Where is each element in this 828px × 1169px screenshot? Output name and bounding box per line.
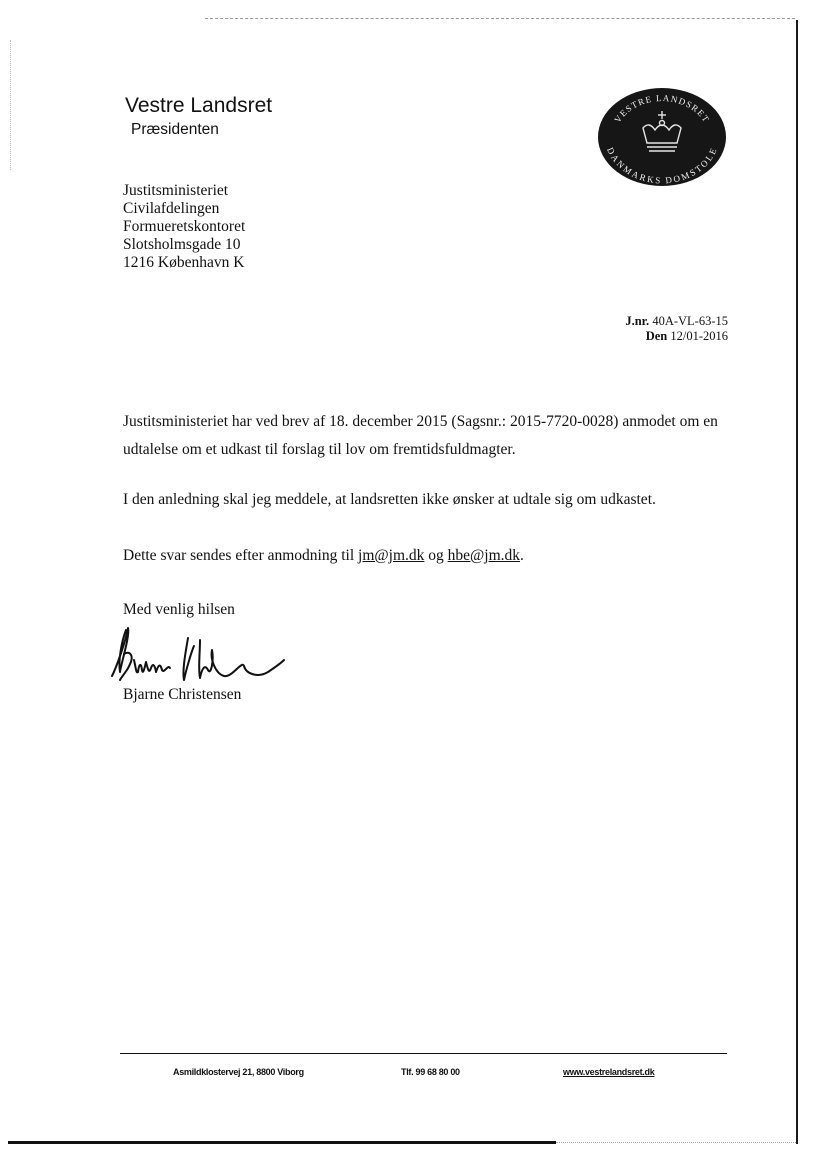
- closing-greeting: Med venlig hilsen: [123, 601, 235, 618]
- email-link-jm[interactable]: jm@jm.dk: [358, 547, 425, 564]
- scan-edge-bottom: [8, 1141, 556, 1144]
- email-link-hbe[interactable]: hbe@jm.dk: [447, 547, 521, 564]
- body-paragraph-3: [123, 547, 524, 565]
- address-line: Justitsministeriet: [123, 182, 229, 199]
- scan-edge-left: [10, 40, 11, 170]
- paragraph-3-middle: og: [424, 547, 448, 564]
- footer-phone: Tlf. 99 68 80 00: [401, 1067, 460, 1077]
- letter-date-value: 12/01-2016: [670, 329, 728, 343]
- footer-address: Asmildklostervej 21, 8800 Viborg: [173, 1067, 304, 1077]
- journal-number: [625, 314, 728, 329]
- letter-date: [625, 329, 728, 344]
- address-line: Slotsholmsgade 10: [123, 236, 241, 253]
- court-name: Vestre Landsret: [125, 94, 273, 117]
- address-line: Civilafdelingen: [123, 200, 220, 217]
- scan-edge-bottom-dotted: [556, 1142, 796, 1143]
- journal-number-value: 40A-VL-63-15: [652, 314, 728, 328]
- address-line: Formueretskontoret: [123, 218, 246, 235]
- scan-edge-right: [796, 20, 798, 1144]
- footer-website-link[interactable]: www.vestrelandsret.dk: [563, 1067, 655, 1077]
- paragraph-3-suffix: .: [520, 547, 524, 564]
- reference-block: [625, 314, 728, 344]
- recipient-address: [123, 182, 245, 272]
- address-line: 1216 København K: [123, 254, 245, 271]
- body-paragraph-2: I den anledning skal jeg meddele, at landsretten ikke ønsker at udtale sig om udkastet.: [123, 491, 656, 508]
- svg-text:DANMARKS DOMSTOLE: DANMARKS DOMSTOLE: [605, 145, 719, 186]
- footer-divider: [120, 1053, 727, 1054]
- paragraph-3-prefix: Dette svar sendes efter anmodning til: [123, 547, 359, 564]
- letter-date-label: Den: [645, 329, 668, 343]
- svg-text:VESTRE LANDSRET: VESTRE LANDSRET: [612, 92, 712, 125]
- body-paragraph-1: Justitsministeriet har ved brev af 18. december 2015 (Sagsnr.: 2015-7720-0028) anmodet om en udtalelse om et udkast til forslag til lov om fremtidsfuldmagter.: [123, 413, 718, 458]
- court-seal-icon: [597, 87, 727, 187]
- office-title: Præsidenten: [131, 121, 219, 138]
- signer-name: Bjarne Christensen: [123, 686, 242, 703]
- scan-edge-top: [205, 18, 795, 19]
- journal-number-label: J.nr.: [625, 314, 650, 328]
